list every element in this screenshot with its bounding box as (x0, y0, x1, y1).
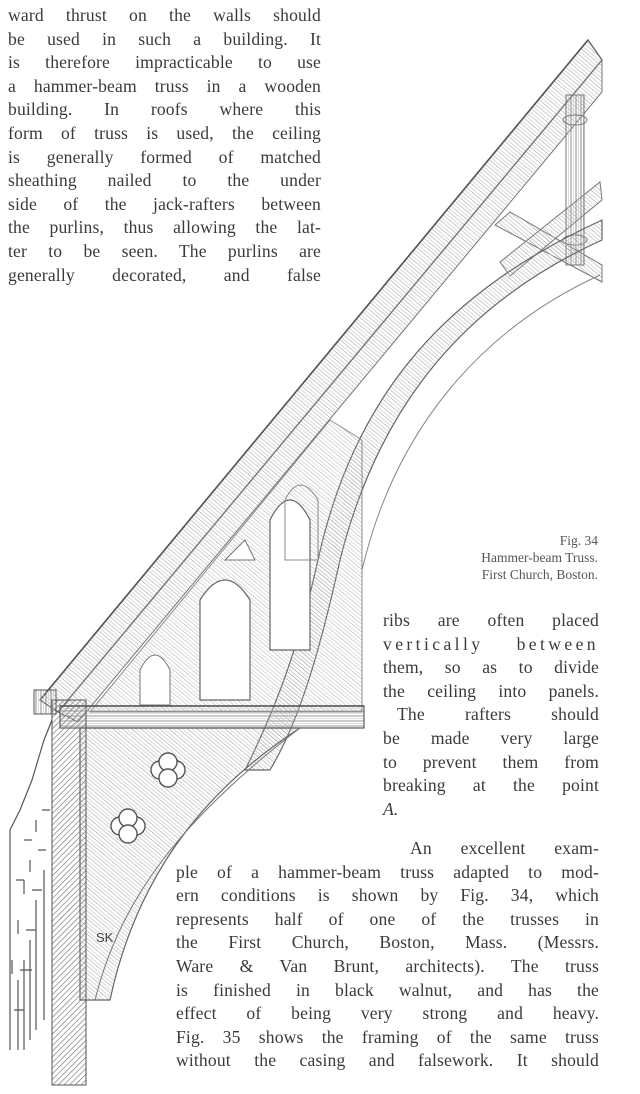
engraver-signature: SK (96, 930, 114, 945)
text-line: Fig. 35 shows the framing of the same truss (176, 1026, 599, 1047)
paragraph-top (8, 4, 321, 287)
caption-line: First Church, Boston. (481, 567, 598, 582)
text-line: represents half of one of the trusses in (176, 908, 599, 929)
text-line: to prevent them from (383, 751, 599, 772)
text-line: The rafters should (397, 704, 599, 725)
text-line: the ceiling into panels. (383, 680, 599, 701)
text-line: without the casing and falsework. It should (176, 1050, 599, 1071)
text-line: is generally formed of matched (8, 146, 321, 167)
paragraph-bottom (176, 837, 599, 1073)
text-line: is finished in black walnut, and has the (176, 979, 599, 1000)
hammer-beam (60, 706, 364, 728)
wall-masonry (10, 720, 52, 1050)
text-line: building. In roofs where this (8, 99, 321, 120)
text-line: ern conditions is shown by Fig. 34, which (176, 885, 599, 906)
text-line: form of truss is used, the ceiling (8, 122, 321, 143)
text-line: ple of a hammer-beam truss adapted to mod- (176, 861, 599, 882)
text-line: ter to be seen. The purlins are (8, 240, 321, 261)
text-line: is therefore impracticable to use (8, 52, 321, 73)
text-line: ribs are often placed (383, 610, 599, 630)
text-line: be used in such a building. It (8, 28, 321, 49)
figure-number: Fig. 34 (559, 533, 598, 548)
text-line: Ware & Van Brunt, architects). The truss (176, 955, 599, 976)
text-line: An excellent exam- (410, 838, 599, 858)
text-line: ward thrust on the walls should (8, 5, 321, 25)
text-line: be made very large (383, 727, 599, 748)
text-line: them, so as to divide (383, 657, 599, 678)
caption-line: Hammer-beam Truss. (481, 550, 598, 565)
text-line: effect of being very strong and heavy. (176, 1003, 599, 1024)
paragraph-right (383, 609, 599, 821)
text-line: the purlins, thus allowing the lat- (8, 217, 321, 238)
text-line: breaking at the point (383, 775, 599, 796)
text-line: the First Church, Boston, Mass. (Messrs. (176, 932, 599, 953)
text-line: sheathing nailed to the under (8, 170, 321, 191)
text-line: A. (383, 798, 399, 819)
tracery-panels (90, 420, 362, 712)
text-line: vertically between (383, 633, 599, 654)
text-line: side of the jack-rafters between (8, 193, 321, 214)
text-line: a hammer-beam truss in a wooden (8, 75, 321, 96)
text-line: generally decorated, and false (8, 264, 321, 285)
figure-caption (440, 532, 598, 583)
